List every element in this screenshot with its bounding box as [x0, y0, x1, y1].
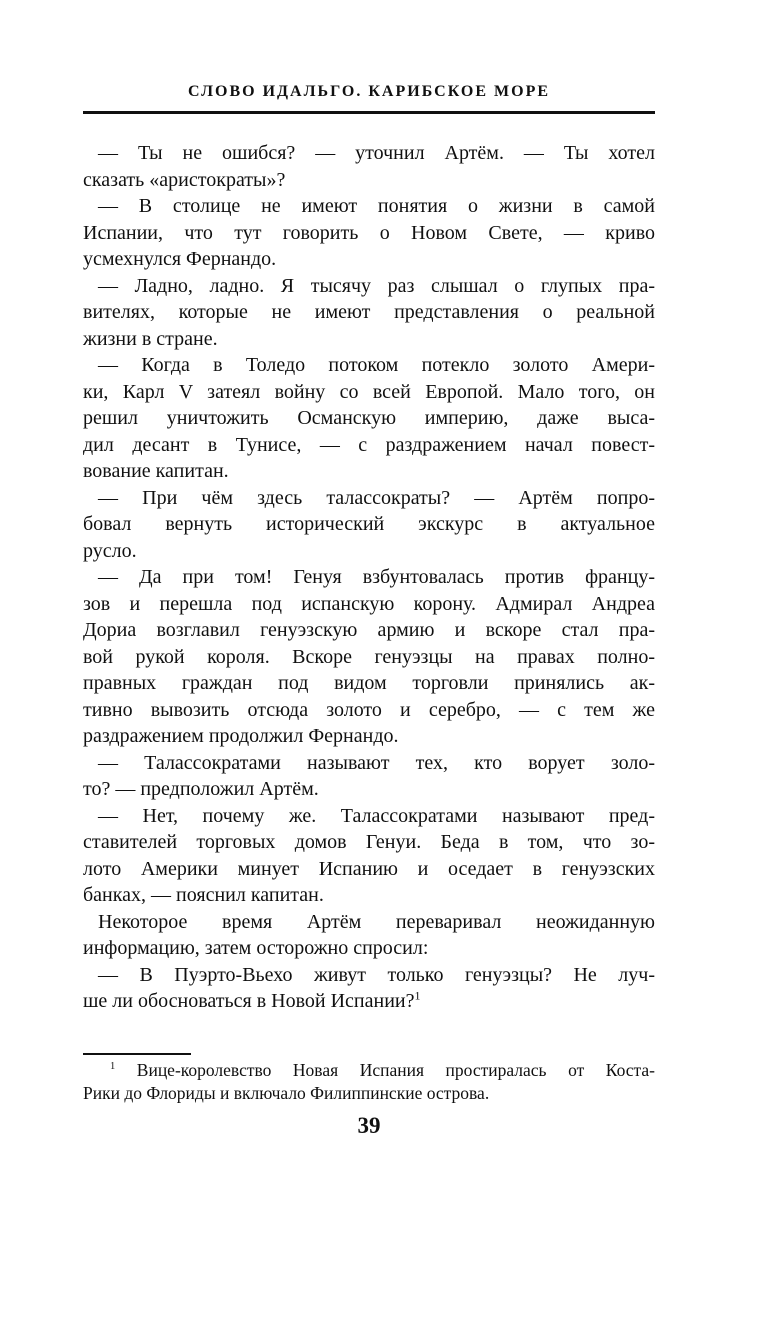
text-line: — Ты не ошибся? — уточнил Артём. — Ты хотел	[98, 142, 655, 164]
text-line: информацию, затем осторожно спросил:	[83, 937, 429, 959]
text-line: — Нет, почему же. Талассократами называют пред-	[98, 804, 655, 827]
paragraph	[83, 909, 655, 962]
text-line: ки, Карл V затеял войну со всей Европой. Мало того, он	[83, 380, 655, 403]
text-line: русло.	[83, 539, 137, 562]
text-line: — Когда в Толедо потоком потекло золото Амери-	[98, 354, 655, 376]
text-line: вование капитан.	[83, 460, 229, 482]
text-line: тивно вывозить отсюда золото и серебро, — с тем же	[83, 698, 655, 721]
text-line: ставителей торговых домов Генуи. Беда в том, что зо-	[83, 831, 655, 853]
footnote	[83, 1059, 655, 1105]
footnote-line: Рики до Флориды и включало Филиппинские острова.	[83, 1082, 490, 1103]
paragraph	[83, 193, 655, 273]
book-page	[0, 82, 768, 1322]
text-line: — Талассократами называют тех, кто ворует золо-	[98, 751, 655, 774]
footnote-line: $^1$ Вице-королевство Новая Испания простиралась от Коста-	[110, 1059, 655, 1080]
text-line: дил десант в Тунисе, — с раздражением начал повест-	[83, 433, 655, 456]
text-line: — В столице не имеют понятия о жизни в самой	[98, 195, 655, 217]
text-line: вой рукой короля. Вскоре генуэзцы на правах полно-	[83, 645, 655, 668]
text-line: усмехнулся Фернандо.	[83, 248, 277, 270]
header-rule	[83, 111, 655, 114]
paragraph	[83, 485, 655, 565]
paragraph	[83, 140, 655, 193]
footnote-rule	[83, 1053, 191, 1055]
text-line: правных граждан под видом торговли принялись ак-	[83, 672, 655, 694]
text-line: зов и перешла под испанскую корону. Адмирал Андреа	[83, 592, 655, 615]
paragraph	[83, 750, 655, 803]
text-line: сказать «аристократы»?	[83, 168, 286, 191]
text-line: — Да при том! Генуя взбунтовалась против францу-	[98, 566, 655, 588]
paragraph	[83, 962, 655, 1015]
text-line: Испании, что тут говорить о Новом Свете, — криво	[83, 221, 655, 244]
text-line: вителях, которые не имеют представления о реальной	[83, 301, 655, 323]
text-line: — При чём здесь талассократы? — Артём попро-	[98, 486, 655, 509]
text-line: Дориа возглавил генуэзскую армию и вскоре стал пра-	[83, 619, 655, 641]
text-line: бовал вернуть исторический экскурс в актуальное	[83, 513, 655, 535]
paragraph	[83, 352, 655, 485]
text-line: то? — предположил Артём.	[83, 778, 319, 800]
paragraph	[83, 803, 655, 909]
text-line: Некоторое время Артём переваривал неожиданную	[98, 910, 655, 933]
page-number: 39	[357, 1112, 381, 1138]
text-line: жизни в стране.	[83, 327, 218, 350]
text-line: ше ли обосноваться в Новой Испании?$^1$	[83, 988, 421, 1012]
footnote-marker: 1	[110, 1060, 116, 1072]
footnote-reference: 1	[414, 988, 421, 1003]
text-line: лото Америки минует Испанию и оседает в генуэзских	[83, 857, 655, 880]
text-line: решил уничтожить Османскую империю, даже выса-	[83, 407, 655, 429]
paragraph	[83, 273, 655, 353]
text-line: — В Пуэрто-Вьехо живут только генуэзцы? Не луч-	[98, 963, 655, 986]
text-line: банках, — пояснил капитан.	[83, 884, 324, 906]
text-line: раздражением продолжил Фернандо.	[83, 725, 399, 747]
text-column	[83, 82, 655, 1139]
text-line: — Ладно, ладно. Я тысячу раз слышал о глупых пра-	[98, 274, 655, 297]
paragraph	[83, 564, 655, 750]
body-text	[83, 140, 655, 1015]
running-header: СЛОВО ИДАЛЬГО. КАРИБСКОЕ МОРЕ	[187, 83, 551, 100]
